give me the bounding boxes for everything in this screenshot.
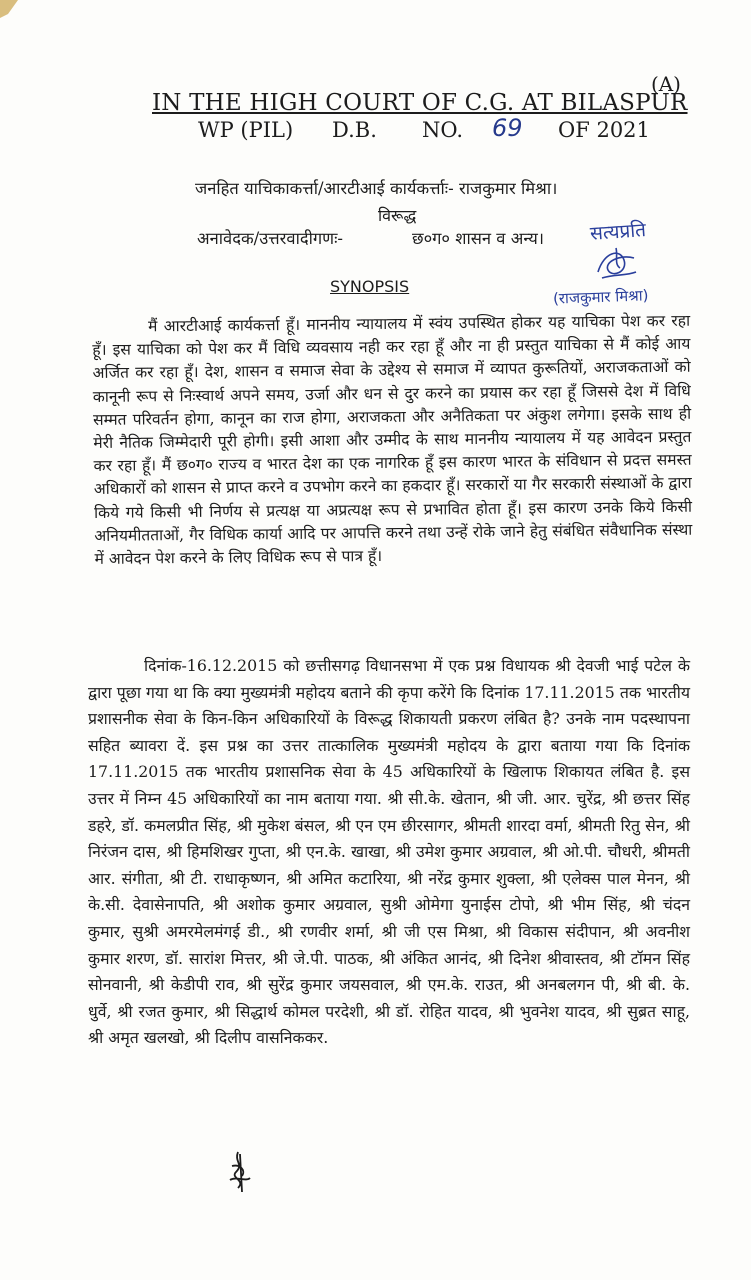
case-year: OF 2021 <box>558 118 650 142</box>
annexure-mark: (A) <box>650 72 681 96</box>
paragraph-1: मैं आरटीआई कार्यकर्त्ता हूँ। माननीय न्यायालय में स्वंय उपस्थित होकर यह याचिका पेश कर रहा हूँ। इस याचिका को पेश कर मैं विधि व्यवसाय नही कर रहा हूँ और ना ही प्रस्तुत याचिका से मैं कोई आय अर्जित कर रहा हूँ। देश, शासन व समाज सेवा के उद्देश्य से समाज में व्यापत कुरूतियों, अराजकताओं को कानूनी रूप से निःस्वार्थ अपने समय, उर्जा और धन से दुर करने का प्रयास कर रहा हूँ जिससे देश में विधि सम्मत परिवर्तन होगा, कानून का राज होगा, अराजकता और अनैतिकता पर अंकुश लगेगा। इसके साथ ही मेरी नैतिक जिम्मेदारी पूरी होगी। इसी आशा और उम्मीद के साथ माननीय न्यायालय में यह आवेदन प्रस्तुत कर रहा हूँ। मैं छ०ग० राज्य व भारत देश का एक नागरिक हूँ इस कारण भारत के संविधान से प्रदत्त समस्त अधिकारों को शासन से प्राप्त करने व उपभोग करने का हकदार हूँ। सरकारों या गैर सरकारी संस्थाओं के द्वारा किये गये किसी भी निर्णय से प्रत्यक्ष या अप्रत्यक्ष रूप से प्रभावित होता हूँ। इस कारण उनके किये किसी अनियमीतताओं, गैर विधिक कार्या आदि पर आपत्ति करने तथा उन्हें रोके जाने हेतु संबंधित संवैधानिक संस्था में आवेदन पेश करने के लिए विधिक रूप से पात्र हूँ। <box>92 311 693 569</box>
number-label: NO. <box>422 118 464 142</box>
paragraph-2: दिनांक-16.12.2015 को छत्तीसगढ़ विधानसभा में एक प्रश्न विधायक श्री देवजी भाई पटेल के द्वारा पूछा गया था कि क्या मुख्यमंत्री महोदय बताने की कृपा करेंगे कि दिनांक 17.11.2015 तक भारतीय प्रशासनीक सेवा के किन-किन अधिकारियों के विरूद्ध शिकायती प्रकरण लंबित है? उनके नाम पदस्थापना सहित ब्यावरा दें. इस प्रश्न का उत्तर तात्कालिक मुख्यमंत्री महोदय के द्वारा बताया गया कि दिनांक 17.11.2015 तक भारतीय प्रशासनिक सेवा के 45 अधिकारियों के खिलाफ शिकायत लंबित है. इस उत्तर में निम्न 45 अधिकारियों का नाम बताया गया. श्री सी.के. खेतान, श्री जी. आर. चुरेंद्र, श्री छत्तर सिंह डहरे, डॉ. कमलप्रीत सिंह, श्री मुकेश बंसल, श्री एन एम छीरसागर, श्रीमती शारदा वर्मा, श्रीमती रितु सेन, श्री निरंजन दास, श्री हिमशिखर गुप्ता, श्री एन.के. खाखा, श्री उमेश कुमार अग्रवाल, श्री ओ.पी. चौधरी, श्रीमती आर. संगीता, श्री टी. राधाकृष्णन, श्री अमित कटारिया, श्री नरेंद्र कुमार शुक्ला, श्री एलेक्स पाल मेनन, श्री के.सी. देवासेनापति, श्री अशोक कुमार अग्रवाल, सुश्री ओमेगा युनाईस टोपो, श्री भीम सिंह, श्री चंदन कुमार, सुश्री अमरमेलमंगई डी., श्री रणवीर शर्मा, श्री जी एस मिश्रा, श्री विकास संदीपान, श्री अवनीश कुमार शरण, डॉ. सारांश मित्तर, श्री जे.पी. पाठक, श्री अंकित आनंद, श्री दिनेश श्रीवास्तव, श्री टॉमन सिंह सोनवानी, श्री केडीपी राव, श्री सुरेंद्र कुमार जयसवाल, श्री एम.के. राउत, श्री अनबलगन पी, श्री बी. के. धुर्वे, श्री रजत कुमार, श्री सिद्धार्थ कोमल परदेशी, श्री डॉ. रोहित यादव, श्री भुवनेश यादव, श्री सुब्रत साहू, श्री अमृत खलखो, श्री दिलीप वासनिककर. <box>88 656 690 1048</box>
signatory-name: (राजकुमार मिश्रा) <box>552 286 649 308</box>
case-type: WP (PIL) <box>198 118 294 142</box>
versus-label: विरूद्ध <box>378 206 417 225</box>
petitioner-signature-icon <box>590 242 642 286</box>
true-copy-stamp: सत्यप्रति <box>589 219 647 245</box>
case-number: 69 <box>492 114 523 142</box>
petitioner-line: जनहित याचिकाकर्त्ता/आरटीआई कार्यकर्त्ताः- राजकुमार मिश्रा। <box>195 179 558 198</box>
court-title: IN THE HIGH COURT OF C.G. AT BILASPUR <box>152 90 688 116</box>
synopsis-heading: SYNOPSIS <box>330 277 410 296</box>
respondent-label: अनावेदक/उत्तरवादीगणः- <box>197 229 344 248</box>
respondent-name: छ०ग० शासन व अन्य। <box>412 229 545 248</box>
bench-label: D.B. <box>332 118 377 142</box>
signature-icon <box>224 1150 254 1194</box>
corner-stain <box>0 0 26 26</box>
